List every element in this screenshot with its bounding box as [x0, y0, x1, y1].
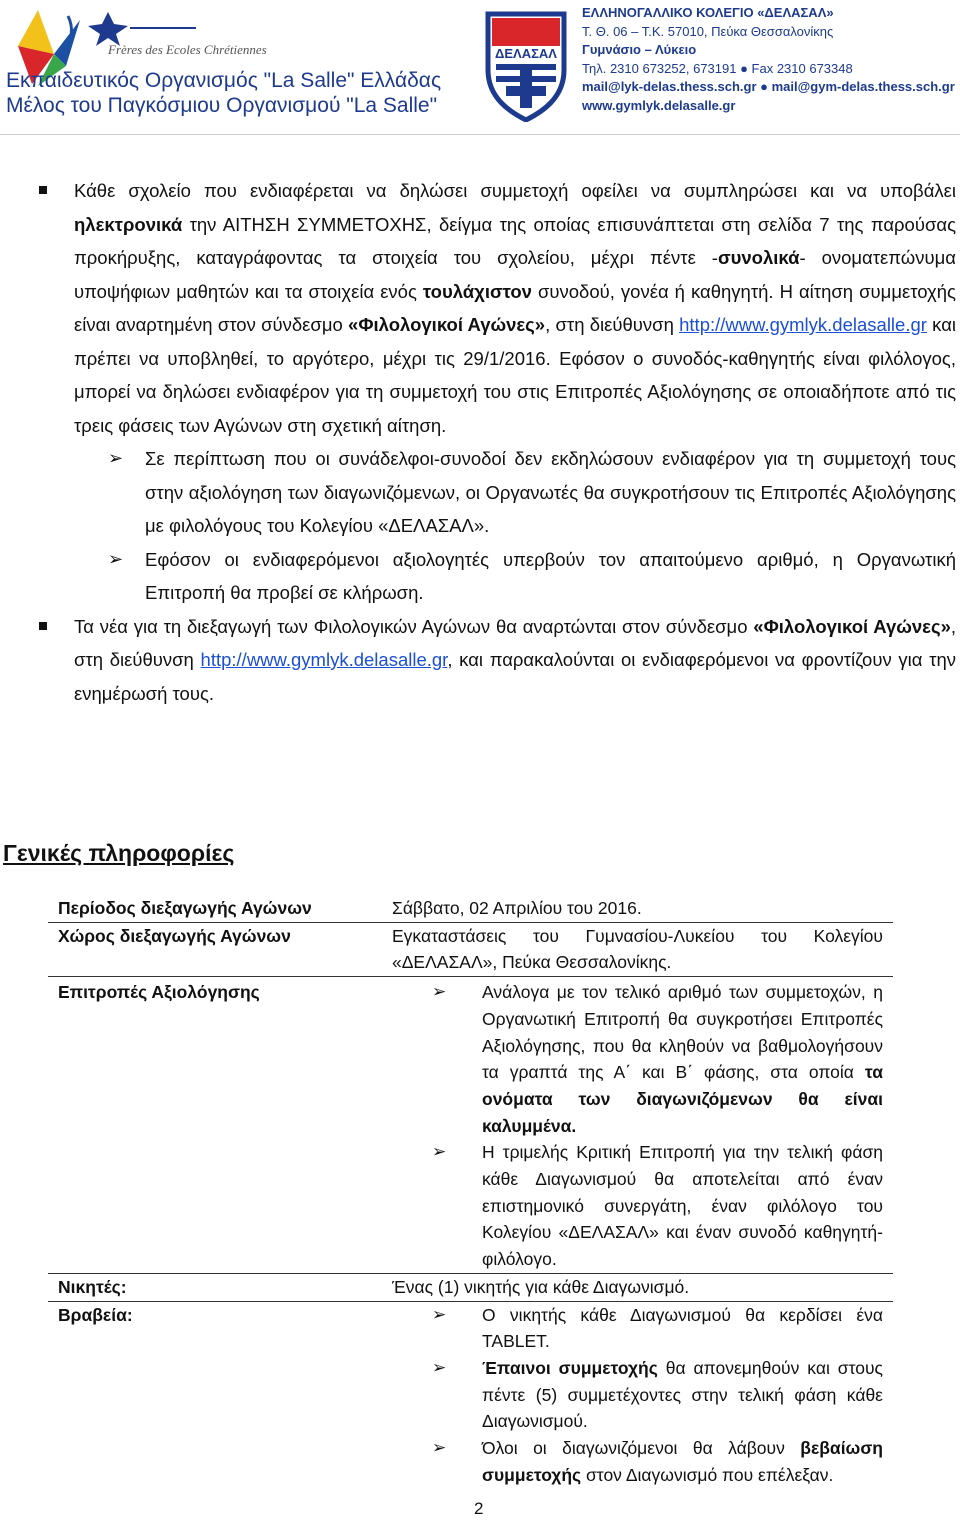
sub-paragraph-lottery: ➢ Εφόσον οι ενδιαφερόμενοι αξιολογητές υπερβούν τον απαιτούμενο αριθμό, η Οργανωτική Επιτροπή θα προβεί σε κλήρωση. — [0, 543, 960, 610]
school-contact-info — [582, 4, 957, 115]
list-item: ➢ Έπαινοι συμμετοχής θα απονεμηθούν και στους πέντε (5) συμμετέχοντες στην τελική φάση κάθε Διαγωνισμού. — [392, 1355, 883, 1435]
crest-text: ΔΕΛΑΣΑΛ — [495, 46, 557, 61]
org-member: Μέλος του Παγκόσμιου Οργανισμού "La Salle" — [6, 94, 438, 117]
info-table — [48, 895, 893, 1488]
website-link[interactable]: http://www.gymlyk.delasalle.gr — [200, 649, 448, 670]
table-row — [48, 1302, 893, 1489]
school-address: Τ. Θ. 06 – Τ.Κ. 57010, Πεύκα Θεσσαλονίκης — [582, 23, 834, 39]
square-bullet-icon — [39, 186, 47, 194]
section-title: Γενικές πληροφορίες — [3, 840, 235, 866]
row-label: Επιτροπές Αξιολόγησης — [58, 982, 260, 1003]
paragraph-application: Κάθε σχολείο που ενδιαφέρεται να δηλώσει συμμετοχή οφείλει να συμπληρώσει και να υποβάλει ηλεκτρονικά την ΑΙΤΗΣΗ ΣΥΜΜΕΤΟΧΗΣ, δείγμα της οποίας επισυνάπτεται στη σελίδα 7 της παρούσας προκήρυξης, καταγράφοντας τα στοιχεία του σχολείου, μέχρι πέντε -συνολικά- ονοματεπώνυμα υποψήφιων μαθητών και τα στοιχεία ενός τουλάχιστον συνοδού, γονέα ή καθηγητή. Η αίτηση συμμετοχής είναι αναρτημένη στον σύνδεσμο «Φιλολογικοί Αγώνες», στη διεύθυνση http://www.gymlyk.delasalle.gr και πρέπει να υποβληθεί, το αργότερο, μέχρι τις 29/1/2016. Εφόσον ο συνοδός-καθηγητής είναι φιλόλογος, μπορεί να δηλώσει ενδιαφέρον για τη συμμετοχή του στις Επιτροπές Αξιολόγησης σε οποιαδήποτε από τις τρεις φάσεις των Αγώνων στη σχετική αίτηση. — [0, 174, 960, 442]
school-phones: Τηλ. 2310 673252, 673191 ● Fax 2310 673348 — [582, 60, 853, 76]
arrow-bullet-icon: ➢ — [432, 1357, 447, 1377]
star-emblem-icon — [88, 10, 198, 46]
row-value: Σάββατο, 02 Απριλίου του 2016. — [392, 898, 642, 918]
row-value-list — [366, 1302, 893, 1489]
school-levels: Γυμνάσιο – Λύκειο — [582, 42, 697, 57]
arrow-bullet-icon: ➢ — [432, 982, 447, 1002]
arrow-bullet-icon: ➢ — [108, 548, 124, 569]
table-row — [48, 923, 893, 977]
website-link[interactable]: http://www.gymlyk.delasalle.gr — [679, 314, 927, 335]
page-number: 2 — [474, 1499, 484, 1518]
list-item: ➢ Ο νικητής κάθε Διαγωνισμού θα κερδίσει ένα TABLET. — [392, 1302, 883, 1355]
org-name: Εκπαιδευτικός Οργανισμός "La Salle" Ελλάδας — [6, 69, 442, 92]
school-crest-logo — [482, 6, 570, 122]
arrow-bullet-icon: ➢ — [432, 1142, 447, 1162]
arrow-bullet-icon: ➢ — [432, 1438, 447, 1458]
square-bullet-icon — [39, 622, 47, 630]
letterhead — [0, 0, 960, 134]
row-value: Εγκαταστάσεις του Γυμνασίου-Λυκείου του Κολεγίου «ΔΕΛΑΣΑΛ», Πεύκα Θεσσαλονίκης. — [392, 925, 883, 973]
table-row — [48, 895, 893, 923]
list-item: ➢ Ανάλογα με τον τελικό αριθμό των συμμετοχών, η Οργανωτική Επιτροπή θα συγκροτήσει Επιτροπές Αξιολόγησης, που θα κληθούν να βαθμολογήσουν τα γραπτά της Α΄ και Β΄ φάσης, στα οποία τα ονόματα των διαγωνιζόμενων θα είναι καλυμμένα. — [392, 979, 883, 1139]
table-row — [48, 1274, 893, 1302]
paragraph-news: Τα νέα για τη διεξαγωγή των Φιλολογικών Αγώνων θα αναρτώνται στον σύνδεσμο «Φιλολογικοί Αγώνες», στη διεύθυνση http://www.gymlyk.delasalle.gr, και παρακαλούνται οι ενδιαφερόμενοι να φροντίζουν για την ενημέρωσή τους. — [0, 610, 960, 711]
row-label: Νικητές: — [58, 1276, 127, 1297]
row-label: Βραβεία: — [58, 1304, 133, 1325]
header-divider — [0, 134, 960, 135]
arrow-bullet-icon: ➢ — [432, 1304, 447, 1324]
body-text — [0, 174, 960, 710]
brothers-text: Frères des Ecoles Chrétiennes — [108, 42, 267, 57]
school-website: www.gymlyk.delasalle.gr — [582, 97, 736, 113]
school-emails: mail@lyk-delas.thess.sch.gr ● mail@gym-delas.thess.sch.gr — [582, 79, 955, 94]
table-row — [48, 977, 893, 1274]
list-item: ➢ Όλοι οι διαγωνιζόμενοι θα λάβουν βεβαίωση συμμετοχής στον Διαγωνισμό που επέλεξαν. — [392, 1435, 883, 1488]
sub-paragraph-evaluators: ➢ Σε περίπτωση που οι συνάδελφοι-συνοδοί δεν εκδηλώσουν ενδιαφέρον για τη συμμετοχή τους στην αξιολόγηση των διαγωνιζόμενων, οι Οργανωτές θα συγκροτήσουν τις Επιτροπές Αξιολόγησης με φιλολόγους του Κολεγίου «ΔΕΛΑΣΑΛ». — [0, 442, 960, 543]
row-value: Ένας (1) νικητής για κάθε Διαγωνισμό. — [392, 1276, 690, 1297]
school-name: ΕΛΛΗΝΟΓΑΛΛΙΚΟ ΚΟΛΕΓΙΟ «ΔΕΛΑΣΑΛ» — [582, 5, 834, 20]
row-label: Χώρος διεξαγωγής Αγώνων — [58, 925, 291, 946]
list-item: ➢ Η τριμελής Κριτική Επιτροπή για την τελική φάση κάθε Διαγωνισμού θα αποτελείται από έναν επιστημονικό συνεργάτη, έναν φιλόλογο του Κολεγίου «ΔΕΛΑΣΑΛ» και έναν συνοδό καθηγητή-φιλόλογο. — [392, 1139, 883, 1273]
row-label: Περίοδος διεξαγωγής Αγώνων — [58, 898, 312, 918]
arrow-bullet-icon: ➢ — [108, 448, 124, 468]
row-value-list — [366, 979, 893, 1273]
